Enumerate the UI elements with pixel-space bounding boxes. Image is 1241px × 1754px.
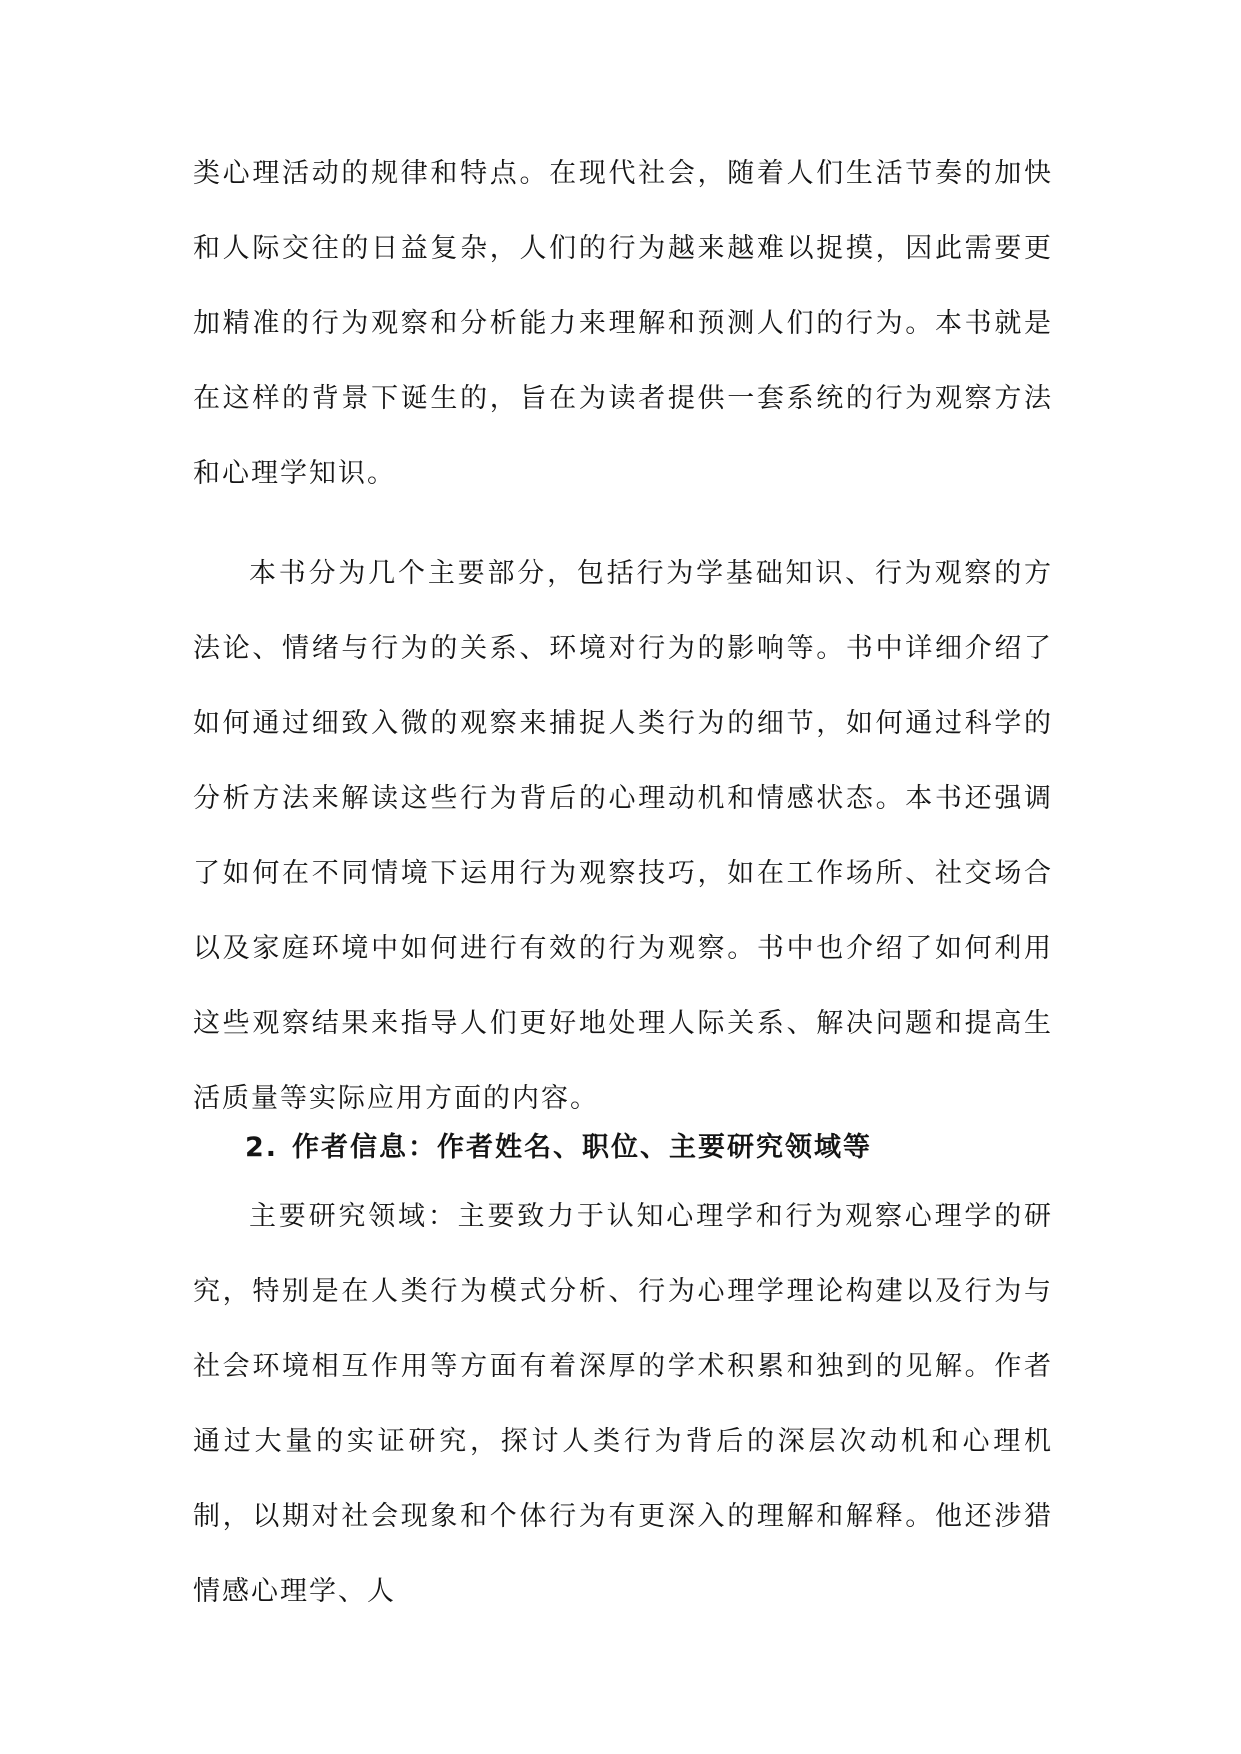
section-title: 作者信息：作者姓名、职位、主要研究领域等 (292, 1132, 873, 1163)
paragraph-book-structure: 本书分为几个主要部分，包括行为学基础知识、行为观察的方法论、情绪与行为的关系、环境对行为的影响等。书中详细介绍了如何通过细致入微的观察来捕捉人类行为的细节，如何通过科学的分析方法来解读这些行为背后的心理动机和情感状态。本书还强调了如何在不同情境下运用行为观察技巧，如在工作场所、社交场合以及家庭环境中如何进行有效的行为观察。书中也介绍了如何利用这些观察结果来指导人们更好地处理人际关系、解决问题和提高生活质量等实际应用方面的内容。 (193, 558, 1053, 1114)
section-number: 2. (245, 1132, 279, 1163)
section-heading-author-info (245, 1128, 872, 1168)
paragraph-intro-continued: 类心理活动的规律和特点。在现代社会，随着人们生活节奏的加快和人际交往的日益复杂，人们的行为越来越难以捉摸，因此需要更加精准的行为观察和分析能力来理解和预测人们的行为。本书就是在这样的背景下诞生的，旨在为读者提供一套系统的行为观察方法和心理学知识。 (193, 158, 1053, 489)
paragraph-research-field: 主要研究领域：主要致力于认知心理学和行为观察心理学的研究，特别是在人类行为模式分析、行为心理学理论构建以及行为与社会环境相互作用等方面有着深厚的学术积累和独到的见解。作者通过大量的实证研究，探讨人类行为背后的深层次动机和心理机制，以期对社会现象和个体行为有更深入的理解和解释。他还涉猎情感心理学、人 (193, 1201, 1053, 1607)
